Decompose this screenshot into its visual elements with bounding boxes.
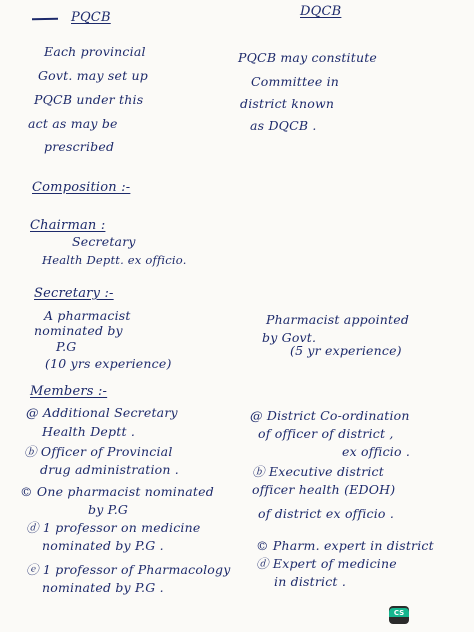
secretary-left-line: A pharmacist [44, 308, 131, 323]
member-left-line: nominated by P.G . [42, 580, 164, 595]
intro-left-line: act as may be [28, 116, 118, 131]
intro-left-line: Each provincial [44, 44, 146, 59]
chairman-line: Health Deptt. ex officio. [42, 253, 187, 267]
logo-text: CS [393, 609, 405, 617]
camscanner-logo [389, 606, 409, 624]
secretary-left-line: nominated by [34, 323, 123, 338]
heading-pqcb: PQCB [71, 10, 111, 25]
intro-left-line: Govt. may set up [38, 68, 148, 83]
member-right-line: of district ex officio . [258, 506, 395, 521]
member-right-line: officer health (EDOH) [252, 482, 396, 497]
member-left-line: Health Deptt . [42, 424, 136, 439]
heading-dqcb: DQCB [300, 4, 342, 19]
chairman-line: Secretary [72, 234, 136, 249]
secretary-heading: Secretary :- [34, 286, 114, 301]
intro-left-line: prescribed [44, 139, 115, 154]
member-left-line: ⓓ 1 professor on medicine [26, 520, 201, 535]
member-right-line: in district . [274, 574, 347, 589]
members-heading: Members :- [30, 384, 108, 399]
member-left-line: © One pharmacist nominated [20, 484, 214, 499]
secretary-right-line: (5 yr experience) [290, 343, 402, 358]
intro-right-line: Committee in [251, 74, 340, 89]
member-right-line: © Pharm. expert in district [256, 538, 434, 553]
member-left-line: drug administration . [40, 462, 179, 477]
secretary-right-line: Pharmacist appointed [266, 312, 410, 327]
chairman-heading: Chairman : [30, 218, 106, 233]
member-left-line: nominated by P.G . [42, 538, 164, 553]
intro-right-line: PQCB may constitute [238, 50, 378, 65]
composition-heading: Composition :- [32, 180, 131, 195]
intro-left-line: PQCB under this [34, 92, 144, 107]
member-left-line: by P.G [88, 502, 129, 517]
member-right-line: ⓓ Expert of medicine [256, 556, 397, 571]
member-left-line: ⓔ 1 professor of Pharmacology [26, 562, 231, 577]
secretary-right-line: by Govt. [262, 330, 317, 345]
member-left-line: @ Additional Secretary [26, 405, 178, 420]
heading-dash [32, 18, 58, 20]
member-right-line: @ District Co-ordination [250, 408, 410, 423]
secretary-left-line: P.G [56, 339, 77, 354]
member-right-line: of officer of district , [258, 426, 394, 441]
intro-right-line: as DQCB . [250, 118, 317, 133]
member-right-line: ⓑ Executive district [252, 464, 384, 479]
secretary-left-line: (10 yrs experience) [45, 356, 172, 371]
member-left-line: ⓑ Officer of Provincial [24, 444, 173, 459]
member-right-line: ex officio . [342, 444, 411, 459]
intro-right-line: district known [240, 96, 335, 111]
